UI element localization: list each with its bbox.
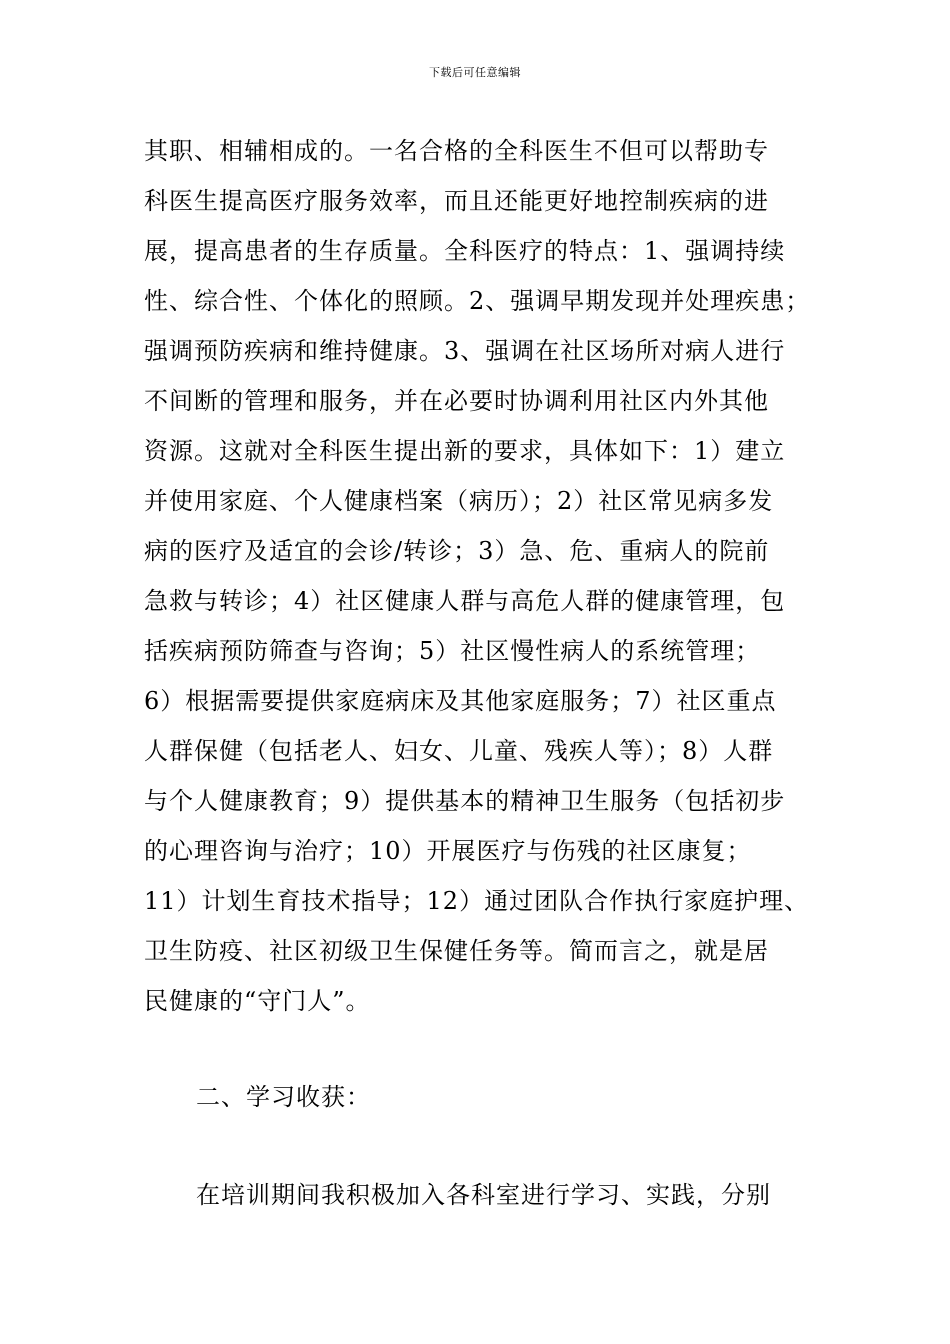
text-line: 与个人健康教育；9）提供基本的精神卫生服务（包括初步 bbox=[144, 787, 786, 815]
text-line: 人群保健（包括老人、妇女、儿童、残疾人等）；8）人群 bbox=[144, 737, 774, 765]
text-line: 6）根据需要提供家庭病床及其他家庭服务；7）社区重点 bbox=[144, 687, 777, 715]
text-line: 病的医疗及适宜的会诊/转诊；3）急、危、重病人的院前 bbox=[144, 537, 770, 565]
text-line: 括疾病预防筛查与咨询；5）社区慢性病人的系统管理； bbox=[144, 637, 761, 665]
next-paragraph-start: 在培训期间我积极加入各科室进行学习、实践，分别 bbox=[196, 1181, 771, 1209]
section-heading: 二、学习收获： bbox=[196, 1083, 371, 1111]
text-line: 民健康的“守门人”。 bbox=[144, 987, 371, 1015]
text-line: 其职、相辅相成的。一名合格的全科医生不但可以帮助专 bbox=[144, 137, 769, 165]
text-line: 展，提高患者的生存质量。全科医疗的特点：1、强调持续 bbox=[144, 237, 786, 265]
text-line: 的心理咨询与治疗；10）开展医疗与伤残的社区康复； bbox=[144, 837, 752, 865]
text-line: 资源。这就对全科医生提出新的要求，具体如下：1）建立 bbox=[144, 437, 786, 465]
page-header-note: 下载后可任意编辑 bbox=[429, 66, 521, 79]
text-line: 性、综合性、个体化的照顾。2、强调早期发现并处理疾患； bbox=[144, 287, 811, 315]
text-line: 强调预防疾病和维持健康。3、强调在社区场所对病人进行 bbox=[144, 337, 786, 365]
text-line: 急救与转诊；4）社区健康人群与高危人群的健康管理，包 bbox=[144, 587, 786, 615]
body-paragraph bbox=[144, 126, 824, 1026]
text-line: 科医生提高医疗服务效率，而且还能更好地控制疾病的进 bbox=[144, 187, 769, 215]
text-line: 不间断的管理和服务，并在必要时协调利用社区内外其他 bbox=[144, 387, 769, 415]
text-line: 11）计划生育技术指导；12）通过团队合作执行家庭护理、 bbox=[144, 887, 810, 915]
text-line: 并使用家庭、个人健康档案（病历）；2）社区常见病多发 bbox=[144, 487, 774, 515]
text-line: 卫生防疫、社区初级卫生保健任务等。简而言之，就是居 bbox=[144, 937, 769, 965]
